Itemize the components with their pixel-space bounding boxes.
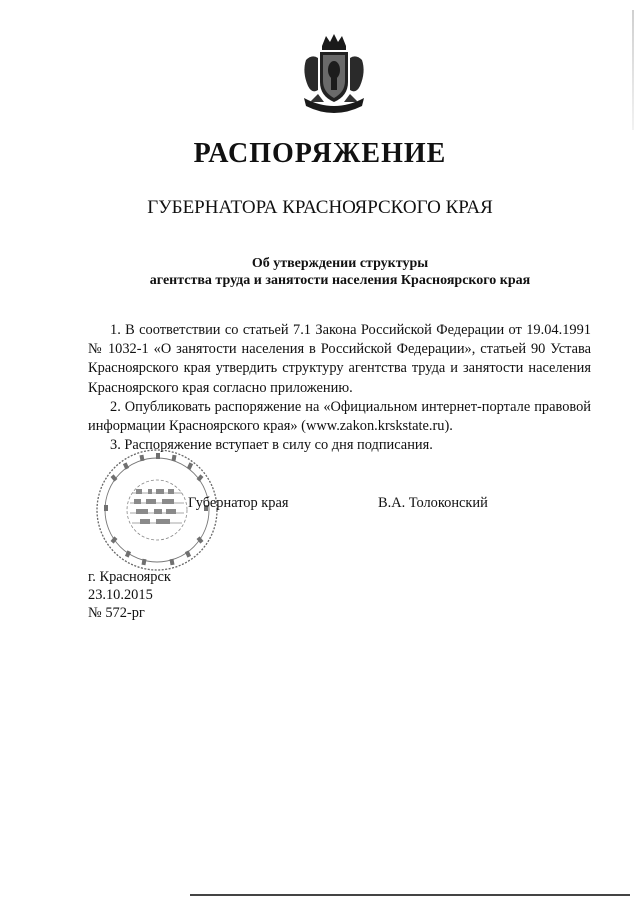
subject-line-2: агентства труда и занятости населения Красноярского края — [149, 273, 531, 288]
document-number: № 572-рг — [88, 605, 145, 621]
issue-details — [88, 568, 171, 622]
issue-city: г. Красноярск — [88, 569, 171, 585]
subject-line-1: Об утверждении структуры — [251, 256, 429, 271]
body-paragraph-3: 3. Распоряжение вступает в силу со дня подписания. — [110, 437, 433, 454]
body-paragraph-2: 2. Опубликовать распоряжение на «Официальном интернет-портале правовой информации Красноярского края» (www.zakon.krskstate.ru). — [88, 398, 591, 435]
body-paragraph-1: 1. В соответствии со статьей 7.1 Закона Российской Федерации от 19.04.1991 № 1032-1 «О занятости населения в Российской Федерации», статьей 90 Устава Красноярского края утвердить структуру агентства труда и занятости населения Красноярского края согласно приложению. — [88, 322, 591, 396]
document-subject — [80, 255, 600, 289]
document-body — [88, 321, 591, 455]
coat-of-arms-icon — [300, 32, 368, 114]
document-issuer: ГУБЕРНАТОРА КРАСНОЯРСКОГО КРАЯ — [147, 197, 493, 218]
signer-name: В.А. Толоконский — [378, 495, 488, 511]
scan-edge-mark — [632, 10, 634, 130]
scan-bottom-line — [190, 894, 630, 896]
signer-role: Губернатор края — [188, 495, 289, 511]
document-title: РАСПОРЯЖЕНИЕ — [193, 138, 447, 169]
issue-date: 23.10.2015 — [88, 587, 153, 603]
